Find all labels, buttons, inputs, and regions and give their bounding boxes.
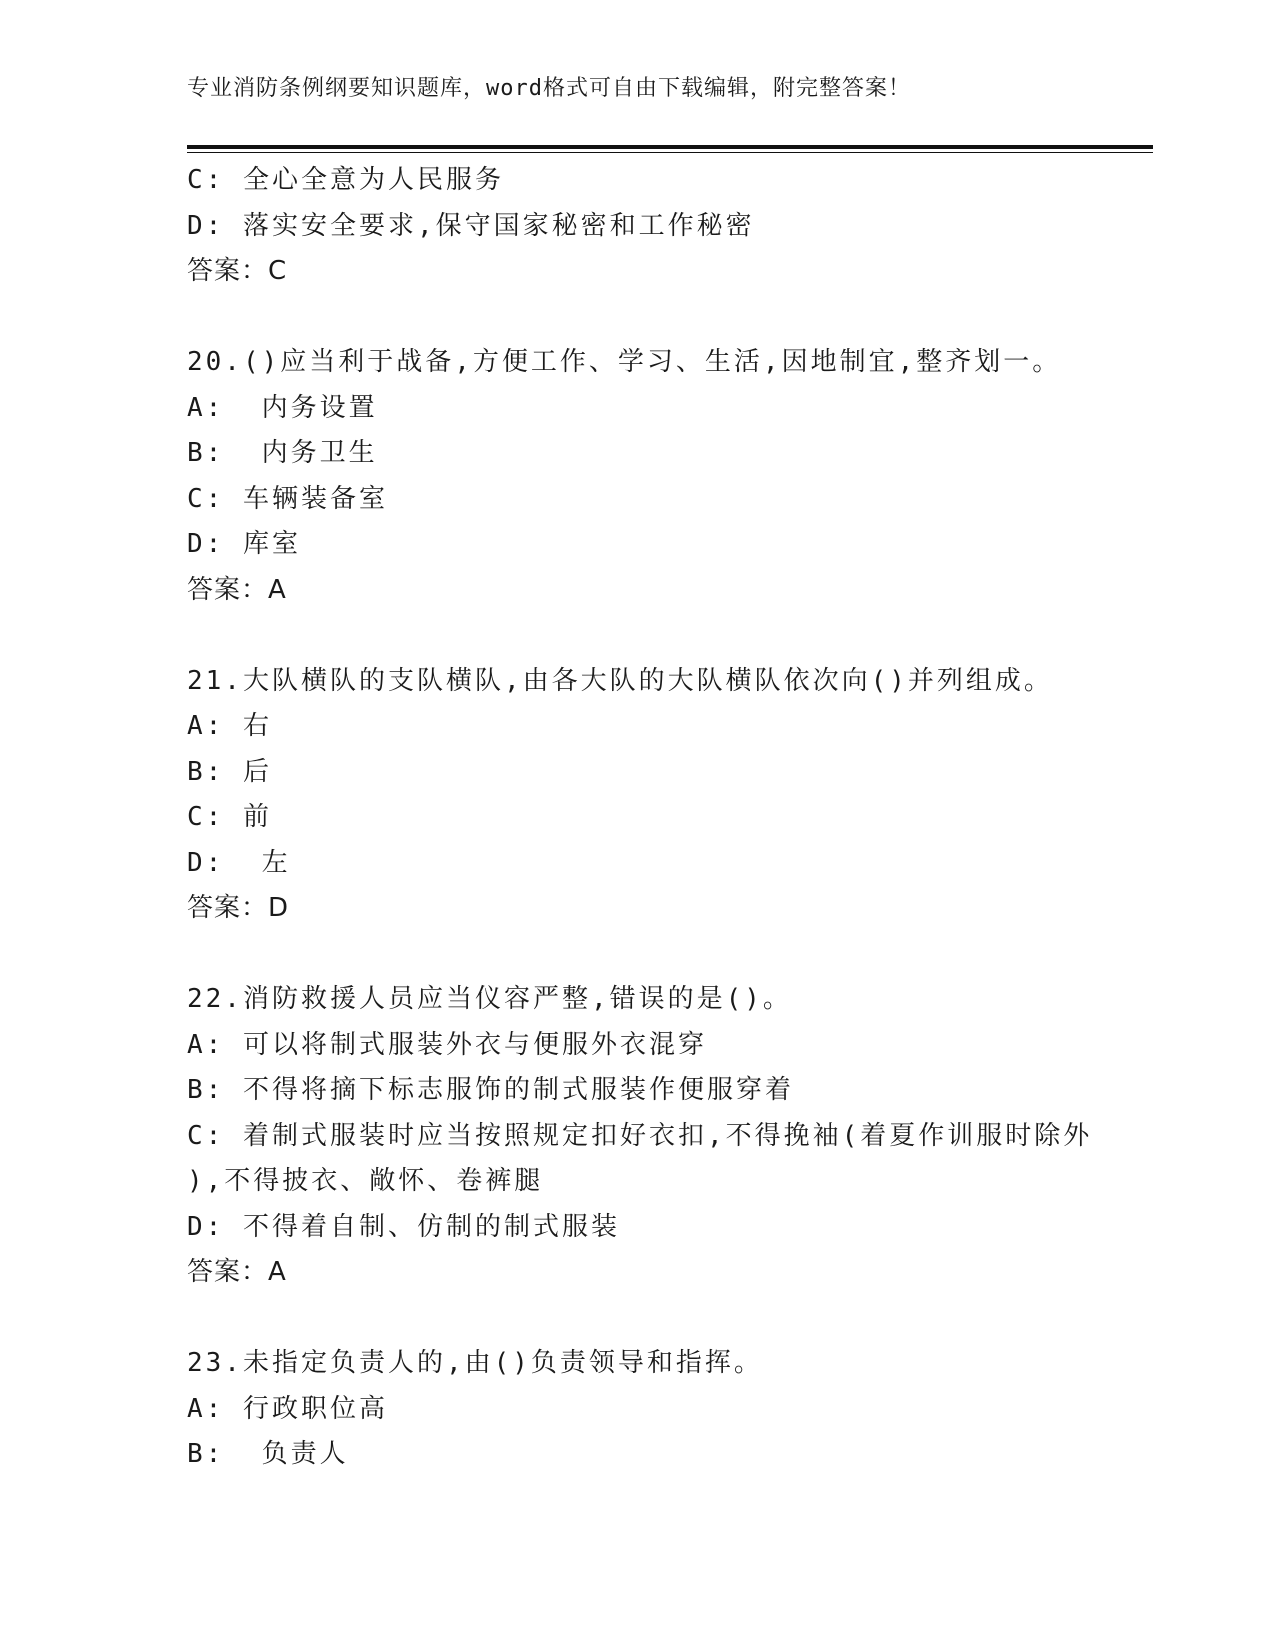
- option-line: B: 后: [187, 756, 272, 787]
- answer-line: 答案：D: [187, 893, 290, 923]
- answer-line: 答案：A: [187, 574, 287, 605]
- spacer: [187, 613, 1147, 659]
- option-line: C: 前: [187, 802, 272, 832]
- question-line: 20.()应当利于战备,方便工作、学习、生活,因地制宜,整齐划一。: [187, 347, 1062, 377]
- option-line: D: 不得着自制、仿制的制式服装: [187, 1211, 620, 1242]
- spacer: [187, 1296, 1147, 1342]
- option-line: B: 不得将摘下标志服饰的制式服装作便服穿着: [187, 1075, 794, 1105]
- option-line: C: 着制式服装时应当按照规定扣好衣扣,不得挽袖(着夏作训服时除外: [187, 1120, 1093, 1151]
- option-line: A: 右: [187, 711, 272, 741]
- option-line: D: 左: [187, 847, 291, 878]
- spacer: [187, 295, 1147, 341]
- option-line: B: 负责人: [187, 1439, 349, 1469]
- option-line: D: 落实安全要求,保守国家秘密和工作秘密: [187, 210, 755, 241]
- header-rule-thick: [187, 145, 1153, 149]
- document-header: 专业消防条例纲要知识题库，word格式可自由下载编辑，附完整答案！: [187, 76, 911, 101]
- option-line: D: 库室: [187, 529, 301, 559]
- spacer: [187, 932, 1147, 978]
- option-line: C: 车辆装备室: [187, 483, 388, 514]
- question-line: 23.未指定负责人的,由()负责领导和指挥。: [187, 1348, 763, 1378]
- option-line: A: 行政职位高: [187, 1393, 388, 1424]
- option-line: C: 全心全意为人民服务: [187, 165, 504, 195]
- header-rule-thin: [187, 152, 1153, 153]
- option-line: A: 内务设置: [187, 392, 378, 423]
- option-line-continued: ),不得披衣、敞怀、卷裤腿: [187, 1166, 544, 1196]
- answer-line: 答案：A: [187, 1257, 287, 1287]
- question-line: 21.大队横队的支队横队,由各大队的大队横队依次向()并列组成。: [187, 665, 1053, 696]
- question-list: [187, 158, 1147, 1478]
- question-line: 22.消防救援人员应当仪容严整,错误的是()。: [187, 984, 792, 1014]
- option-line: A: 可以将制式服装外衣与便服外衣混穿: [187, 1029, 707, 1060]
- answer-line: 答案：C: [187, 256, 288, 286]
- option-line: B: 内务卫生: [187, 438, 378, 468]
